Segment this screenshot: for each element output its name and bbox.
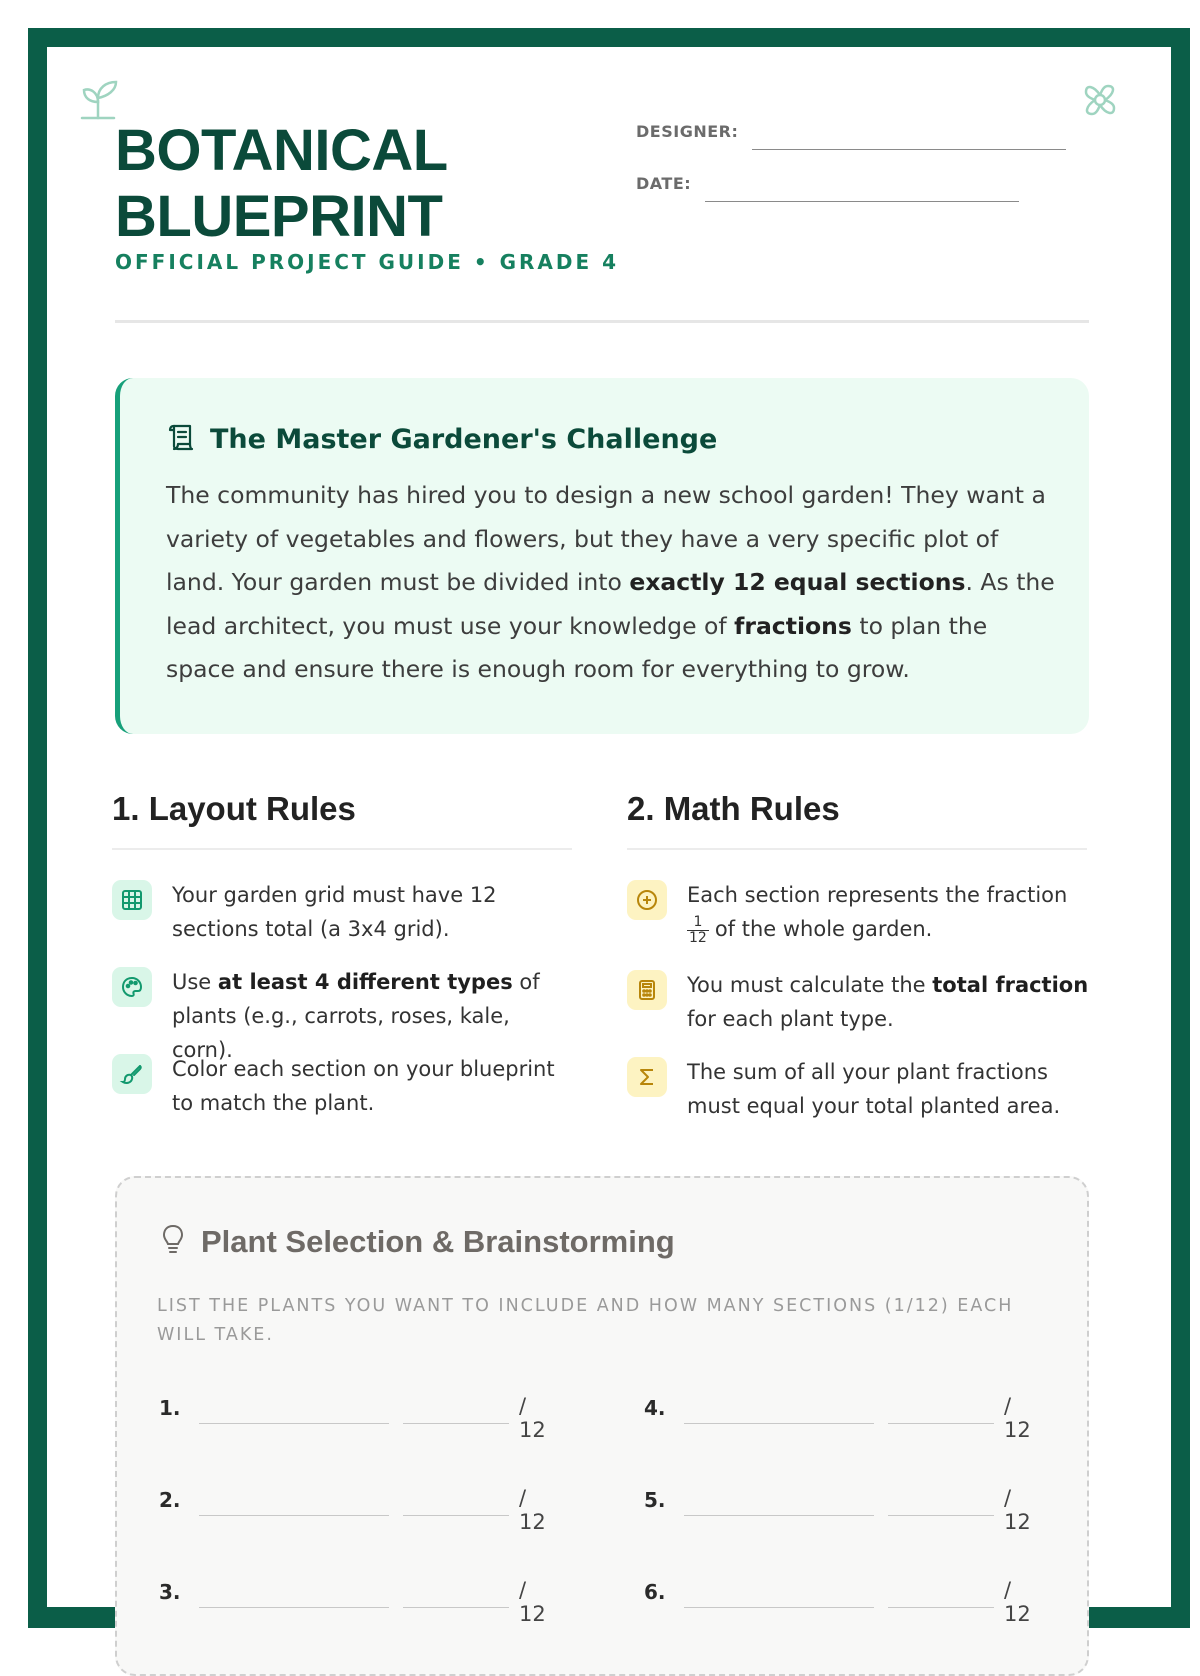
math-rule-1-pre: Each section represents the fraction <box>687 883 1068 907</box>
math-rule-3 <box>627 1055 1097 1123</box>
fraction-numerator: 1 <box>687 915 709 931</box>
math-rule-2-bold: total fraction <box>932 973 1089 997</box>
brainstorm-header <box>161 1224 675 1260</box>
fraction-denominator: 12 <box>689 929 707 946</box>
challenge-header <box>166 422 717 456</box>
page-title <box>115 118 448 250</box>
brainstorm-box <box>115 1176 1089 1676</box>
designer-field[interactable] <box>752 130 1066 150</box>
plant-slot-number: 6. <box>644 1580 666 1604</box>
title-line-2: BLUEPRINT <box>115 184 443 249</box>
layout-rule-2-post: of plants (e.g., carrots, roses, kale, corn). <box>172 970 540 1062</box>
challenge-body <box>166 474 1056 692</box>
layout-rule-1 <box>112 878 572 946</box>
layout-rule-3 <box>112 1052 572 1120</box>
challenge-text-3: to plan the space and ensure there is enough room for everything to grow. <box>166 611 988 683</box>
brush-icon <box>112 1054 152 1094</box>
flower-icon <box>1078 78 1122 126</box>
challenge-bold-2: fractions <box>734 611 852 640</box>
sigma-icon <box>627 1057 667 1097</box>
plant-slot-number: 1. <box>159 1396 181 1420</box>
plant-slot-number: 3. <box>159 1580 181 1604</box>
plant-slot-denominator: / 12 <box>1004 1578 1031 1626</box>
plant-slot-4 <box>644 1386 1044 1442</box>
grid-icon <box>112 880 152 920</box>
plant-name-field[interactable] <box>684 1478 874 1516</box>
plant-slot-1 <box>159 1386 559 1442</box>
fraction-one-twelfth <box>687 915 709 946</box>
plant-name-field[interactable] <box>199 1570 389 1608</box>
math-rule-1-text <box>687 878 1067 946</box>
lightbulb-icon <box>161 1224 185 1260</box>
scroll-icon <box>166 422 196 456</box>
title-line-1: BOTANICAL <box>115 118 448 183</box>
challenge-bold-1: exactly 12 equal sections <box>629 568 966 596</box>
plant-sections-field[interactable] <box>888 1386 994 1424</box>
plant-slot-number: 4. <box>644 1396 666 1420</box>
plant-slot-denominator: / 12 <box>519 1578 546 1626</box>
layout-rule-2-bold: at least 4 different types <box>217 970 513 994</box>
layout-rule-3-text: Color each section on your blueprint to match the plant. <box>172 1057 555 1115</box>
challenge-text-2: . As the lead architect, you must use your knowledge of <box>166 568 1055 640</box>
math-rule-2-pre: You must calculate the <box>687 973 933 997</box>
plant-slot-denominator: / 12 <box>519 1486 546 1534</box>
plant-slot-denominator: / 12 <box>1004 1394 1031 1442</box>
plant-slot-denominator: / 12 <box>519 1394 546 1442</box>
date-label: DATE: <box>636 174 692 193</box>
plant-name-field[interactable] <box>684 1386 874 1424</box>
math-rule-2-text <box>687 968 1097 1036</box>
layout-rule-2-pre: Use <box>172 970 218 994</box>
plant-name-field[interactable] <box>684 1570 874 1608</box>
plant-slot-5 <box>644 1478 1044 1534</box>
plant-sections-field[interactable] <box>888 1478 994 1516</box>
math-rule-3-text: The sum of all your plant fractions must equal your total planted area. <box>687 1060 1061 1118</box>
math-rule-2-post: for each plant type. <box>687 1007 894 1031</box>
header-divider <box>115 320 1089 323</box>
plus-circle-icon <box>627 880 667 920</box>
plant-slot-6 <box>644 1570 1044 1626</box>
layout-rule-1-text: Your garden grid must have 12 sections total (a 3x4 grid). <box>172 883 497 941</box>
plant-slot-denominator: / 12 <box>1004 1486 1031 1534</box>
plant-sections-field[interactable] <box>888 1570 994 1608</box>
challenge-text-1: The community has hired you to design a new school garden! They want a variety of vegetables and flowers, but they have a very specific plot of land. Your garden must be divided into <box>166 481 1046 596</box>
math-rules-heading: 2. Math Rules <box>627 790 840 827</box>
designer-label: DESIGNER: <box>636 122 739 141</box>
math-rule-1-post: of the whole garden. <box>714 917 933 941</box>
calculator-icon <box>627 970 667 1010</box>
plant-slot-3 <box>159 1570 559 1626</box>
plant-sections-field[interactable] <box>403 1570 509 1608</box>
plant-name-field[interactable] <box>199 1386 389 1424</box>
math-rule-1 <box>627 878 1097 946</box>
plant-sections-field[interactable] <box>403 1478 509 1516</box>
layout-rules-heading: 1. Layout Rules <box>112 790 356 827</box>
brainstorm-title: Plant Selection & Brainstorming <box>201 1224 675 1259</box>
plant-slot-number: 2. <box>159 1488 181 1512</box>
brainstorm-instructions: LIST THE PLANTS YOU WANT TO INCLUDE AND HOW MANY SECTIONS (1/12) EACH WILL TAKE. <box>157 1296 1014 1345</box>
challenge-title: The Master Gardener's Challenge <box>210 423 718 455</box>
palette-icon <box>112 967 152 1007</box>
math-rule-2 <box>627 968 1097 1036</box>
page-subtitle: OFFICIAL PROJECT GUIDE • GRADE 4 <box>115 250 620 274</box>
plant-slot-2 <box>159 1478 559 1534</box>
sprout-icon <box>80 78 120 126</box>
plant-name-field[interactable] <box>199 1478 389 1516</box>
plant-slot-number: 5. <box>644 1488 666 1512</box>
plant-sections-field[interactable] <box>403 1386 509 1424</box>
challenge-box <box>115 378 1089 734</box>
date-field[interactable] <box>705 182 1019 202</box>
layout-rules-divider <box>112 848 572 850</box>
math-rules-divider <box>627 848 1087 850</box>
